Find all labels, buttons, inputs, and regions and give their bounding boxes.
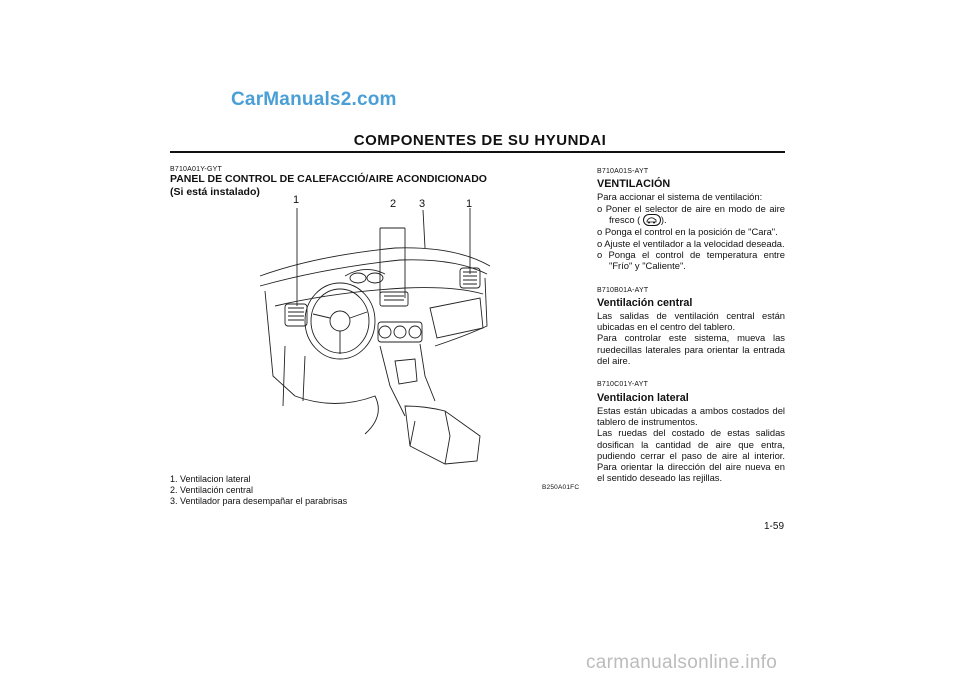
bullet-item xyxy=(597,203,785,227)
section-ventilacion xyxy=(597,166,785,272)
leader-line-2 xyxy=(380,228,405,298)
bullet-item: o Ponga el control de temperatura entre "Frío" y "Caliente". xyxy=(597,249,785,272)
section-heading: PANEL DE CONTROL DE CALEFACCIÓ/AIRE ACONDICIONADO xyxy=(170,173,487,185)
section-heading: VENTILACIÓN xyxy=(597,178,671,191)
section-code: B710C01Y-AYT xyxy=(597,381,649,389)
paragraph: Para controlar este sistema, mueva las ruedecillas laterales para orientar la entrada del aire. xyxy=(597,332,785,367)
paragraph: Las ruedas del costado de estas salidas dosifican la cantidad de aire que entra, pudiendo cerrar el paso de aire al interior. Para orientar la dirección del aire nueva en el sentido deseado las rejillas. xyxy=(597,427,785,484)
fresh-air-mode-icon xyxy=(643,214,661,226)
watermark-carmanualsonline: carmanualsonline.info xyxy=(586,652,778,673)
section-code: B710A01Y-GYT xyxy=(170,166,222,173)
legend-item: 3. Ventilador para desempañar el parabrisas xyxy=(170,495,348,506)
page-header: COMPONENTES DE SU HYUNDAI xyxy=(353,132,607,149)
left-column xyxy=(170,166,560,199)
callout-2: 2 xyxy=(390,198,397,210)
paragraph: Estas están ubicadas a ambos costados del tablero de instrumentos. xyxy=(597,404,785,427)
bullet-list xyxy=(597,203,785,272)
section-intro: Para accionar el sistema de ventilación: xyxy=(597,191,763,203)
paragraph: Las salidas de ventilación central están ubicadas en el centro del tablero. xyxy=(597,309,785,333)
callout-1-right: 1 xyxy=(466,198,473,210)
section-code: B710A01S-AYT xyxy=(597,168,649,175)
bullet-item: o Ajuste el ventilador a la velocidad deseada. xyxy=(597,237,785,249)
section-heading: Ventilacion lateral xyxy=(597,391,689,404)
legend-item: 2. Ventilación central xyxy=(170,484,254,495)
figure-code: B250A01FC xyxy=(542,484,580,491)
dashboard-drawing xyxy=(255,196,495,476)
bullet-text-tail: ). xyxy=(660,213,667,225)
dashboard-illustration xyxy=(255,196,495,476)
callout-3: 3 xyxy=(419,198,426,210)
figure-legend xyxy=(170,474,347,506)
section-code: B710B01A-AYT xyxy=(597,286,649,294)
section-ventilacion-central xyxy=(597,285,785,367)
bullet-text: o Poner el selector de aire en modo de aire fresco ( xyxy=(597,202,785,225)
right-column xyxy=(597,166,785,497)
bullet-item: o Ponga el control en la posición de "Cara". xyxy=(597,226,778,238)
section-subheading: (Si está instalado) xyxy=(170,186,260,198)
section-ventilacion-lateral xyxy=(597,379,785,483)
header-rule xyxy=(170,151,785,153)
legend-item: 1. Ventilacion lateral xyxy=(170,474,251,484)
page-number: 1-59 xyxy=(764,521,785,532)
callout-1-left: 1 xyxy=(293,194,300,206)
section-heading: Ventilación central xyxy=(597,296,693,309)
watermark-carmanuals2: CarManuals2.com xyxy=(231,89,397,110)
leader-line-3 xyxy=(423,210,425,248)
